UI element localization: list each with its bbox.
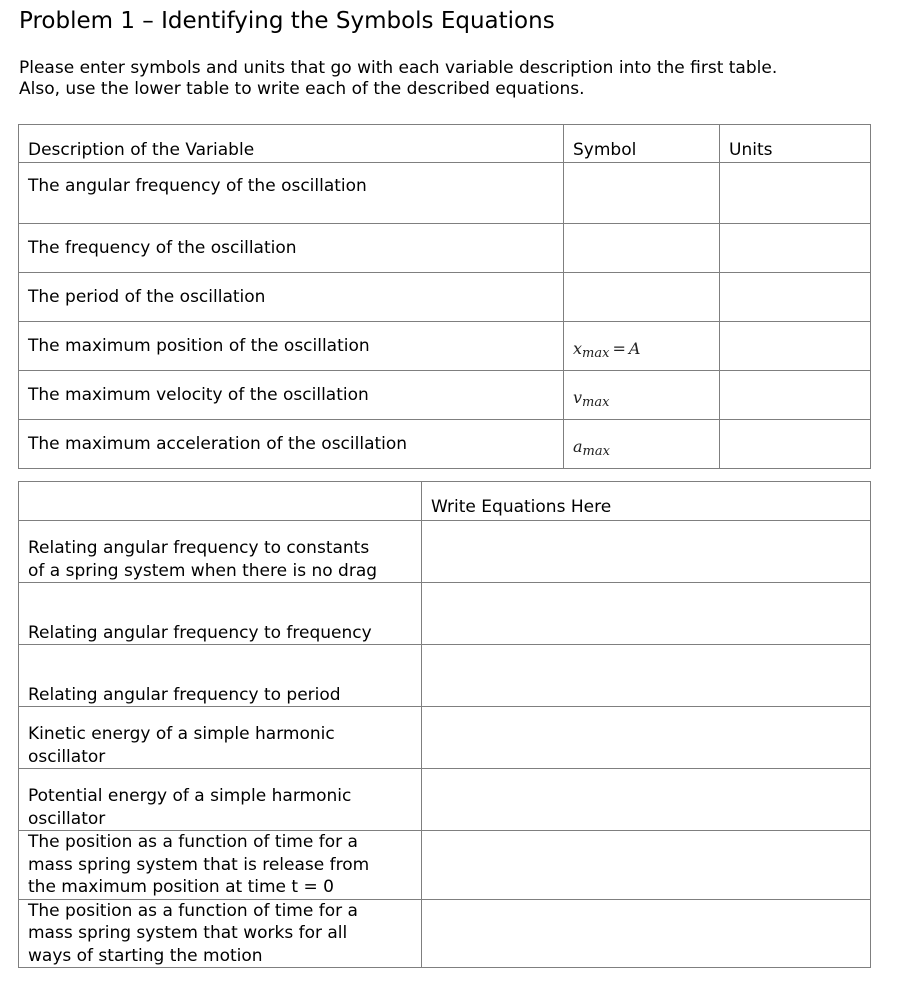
symbol-subscript: max [582, 395, 610, 410]
equation-description-cell [19, 707, 422, 769]
table-header-row [19, 125, 871, 163]
page-title: Problem 1 – Identifying the Symbols Equations [19, 8, 555, 34]
description-line: Relating angular frequency to constants [28, 538, 370, 558]
description-cell: The maximum acceleration of the oscillation [19, 420, 564, 469]
header-units: Units [720, 125, 871, 163]
symbol-base: a [573, 437, 583, 456]
table-row [19, 224, 871, 273]
symbol-input-cell[interactable] [564, 163, 720, 224]
table-row [19, 583, 871, 645]
instruction-line: Please enter symbols and units that go with each variable description into the first table. [19, 58, 778, 78]
table-row [19, 769, 871, 831]
units-input-cell[interactable] [720, 224, 871, 273]
description-cell: The maximum velocity of the oscillation [19, 371, 564, 420]
symbol-x-max [573, 339, 641, 361]
symbol-cell [564, 420, 720, 469]
equation-description-cell [19, 645, 422, 707]
table-row [19, 645, 871, 707]
table-row [19, 831, 871, 900]
equation-input-cell[interactable] [422, 521, 871, 583]
table-row [19, 420, 871, 469]
equation-input-cell[interactable] [422, 583, 871, 645]
description-line: Relating angular frequency to frequency [28, 622, 372, 643]
symbols-table [18, 124, 871, 469]
amplitude-symbol: A [628, 339, 641, 358]
symbol-base: x [573, 339, 583, 358]
symbol-a-max [573, 437, 610, 459]
description-line: mass spring system that works for all [28, 923, 348, 943]
instruction-line: Also, use the lower table to write each of the described equations. [19, 79, 585, 99]
symbol-cell [564, 322, 720, 371]
table-row [19, 273, 871, 322]
description-line: oscillator [28, 746, 106, 767]
table-header-row [19, 482, 871, 521]
equals-sign: = [612, 339, 626, 358]
table-row [19, 322, 871, 371]
equation-description-cell [19, 769, 422, 831]
symbol-input-cell[interactable] [564, 224, 720, 273]
symbol-subscript: max [582, 444, 610, 459]
units-input-cell[interactable] [720, 163, 871, 224]
description-line: the maximum position at time t = 0 [28, 877, 334, 897]
equation-description-cell [19, 583, 422, 645]
table-row [19, 899, 871, 968]
description-line: Potential energy of a simple harmonic [28, 786, 352, 806]
description-cell: The frequency of the oscillation [19, 224, 564, 273]
symbol-cell [564, 371, 720, 420]
description-cell: The maximum position of the oscillation [19, 322, 564, 371]
symbol-v-max [573, 388, 610, 410]
table-row [19, 163, 871, 224]
symbol-input-cell[interactable] [564, 273, 720, 322]
equation-description-cell [19, 899, 422, 968]
header-write-equations: Write Equations Here [422, 482, 871, 521]
description-line: The position as a function of time for a [28, 832, 358, 852]
description-line: mass spring system that is release from [28, 854, 370, 875]
symbol-base: v [573, 388, 583, 407]
units-input-cell[interactable] [720, 273, 871, 322]
equation-description-cell [19, 521, 422, 583]
equations-table [18, 481, 871, 968]
equation-input-cell[interactable] [422, 645, 871, 707]
header-symbol: Symbol [564, 125, 720, 163]
header-blank-cell [19, 482, 422, 521]
description-line: Kinetic energy of a simple harmonic [28, 724, 335, 744]
instructions [19, 58, 777, 100]
equation-input-cell[interactable] [422, 899, 871, 968]
symbol-subscript: max [582, 346, 610, 361]
description-line: Relating angular frequency to period [28, 684, 341, 705]
description-cell: The angular frequency of the oscillation [19, 163, 564, 224]
description-line: of a spring system when there is no drag [28, 560, 378, 581]
table-row [19, 521, 871, 583]
units-input-cell[interactable] [720, 371, 871, 420]
equation-input-cell[interactable] [422, 831, 871, 900]
equation-description-cell [19, 831, 422, 900]
units-input-cell[interactable] [720, 420, 871, 469]
description-line: oscillator [28, 808, 106, 829]
description-line: The position as a function of time for a [28, 900, 358, 921]
header-description: Description of the Variable [19, 125, 564, 163]
description-line: ways of starting the motion [28, 945, 263, 966]
table-row [19, 371, 871, 420]
equation-input-cell[interactable] [422, 769, 871, 831]
equation-input-cell[interactable] [422, 707, 871, 769]
description-cell: The period of the oscillation [19, 273, 564, 322]
table-row [19, 707, 871, 769]
units-input-cell[interactable] [720, 322, 871, 371]
